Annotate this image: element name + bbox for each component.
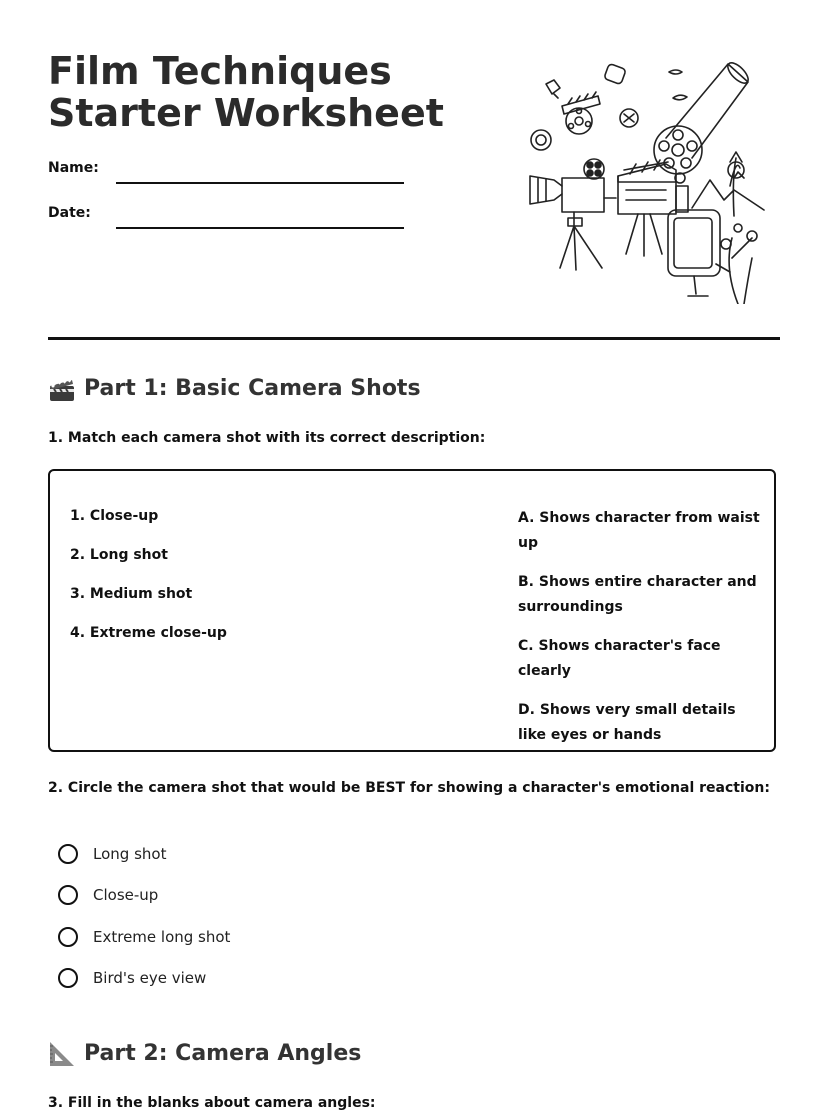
option-label: Extreme long shot xyxy=(93,928,231,946)
description-item[interactable]: B. Shows entire character and surroundings xyxy=(518,574,757,615)
part2-title: Part 2: Camera Angles xyxy=(84,1041,362,1066)
question-3-prompt: 3. Fill in the blanks about camera angles: xyxy=(48,1095,376,1111)
triangular-ruler-icon xyxy=(48,1040,76,1068)
mountain-icon xyxy=(692,180,764,210)
header-divider xyxy=(48,337,780,340)
option-long-shot[interactable] xyxy=(58,842,166,866)
description-item[interactable]: C. Shows character's face clearly xyxy=(518,638,721,679)
option-birds-eye-view[interactable] xyxy=(58,966,206,990)
shot-item[interactable]: 2. Long shot xyxy=(70,547,168,563)
date-blank-line[interactable] xyxy=(116,227,404,229)
shot-item[interactable]: 3. Medium shot xyxy=(70,586,193,602)
radio-circle[interactable] xyxy=(58,927,78,947)
description-item[interactable]: D. Shows very small details like eyes or hands xyxy=(518,702,736,743)
question-2-prompt: 2. Circle the camera shot that would be BEST for showing a character's emotional reaction: xyxy=(48,780,770,796)
part1-heading xyxy=(48,375,421,403)
film-equipment-illustration xyxy=(526,58,770,304)
film-reel-small-icon xyxy=(562,92,600,134)
option-close-up[interactable] xyxy=(58,883,158,907)
date-field-row xyxy=(48,205,408,235)
film-box-icon xyxy=(604,63,626,84)
clapperboard-icon xyxy=(48,375,76,403)
matching-box xyxy=(48,469,776,752)
option-label: Long shot xyxy=(93,845,167,863)
aperture-ring-icon xyxy=(531,130,551,150)
film-projector-icon xyxy=(618,160,688,256)
shot-item[interactable]: 4. Extreme close-up xyxy=(70,625,227,641)
description-item[interactable]: A. Shows character from waist up xyxy=(518,510,760,551)
question-1-prompt: 1. Match each camera shot with its correct description: xyxy=(48,430,486,446)
radio-circle[interactable] xyxy=(58,844,78,864)
option-label: Bird's eye view xyxy=(93,969,207,987)
page-title: Film Techniques Starter Worksheet xyxy=(48,49,444,135)
name-blank-line[interactable] xyxy=(116,182,404,184)
movie-camera-icon xyxy=(530,159,616,270)
date-label: Date: xyxy=(48,205,91,221)
part1-title: Part 1: Basic Camera Shots xyxy=(84,376,421,401)
part2-heading xyxy=(48,1040,361,1068)
radio-circle[interactable] xyxy=(58,885,78,905)
shot-list xyxy=(70,506,370,662)
name-field-row xyxy=(48,160,408,190)
shot-item[interactable]: 1. Close-up xyxy=(70,508,159,524)
film-reel-large-icon xyxy=(654,126,702,174)
cloud-icon xyxy=(669,70,682,74)
retro-monitor-icon xyxy=(668,210,720,296)
radio-circle[interactable] xyxy=(58,968,78,988)
description-list xyxy=(518,506,764,762)
name-label: Name: xyxy=(48,160,99,176)
option-extreme-long-shot[interactable] xyxy=(58,925,230,949)
option-label: Close-up xyxy=(93,886,159,904)
film-canister-icon xyxy=(546,80,560,94)
